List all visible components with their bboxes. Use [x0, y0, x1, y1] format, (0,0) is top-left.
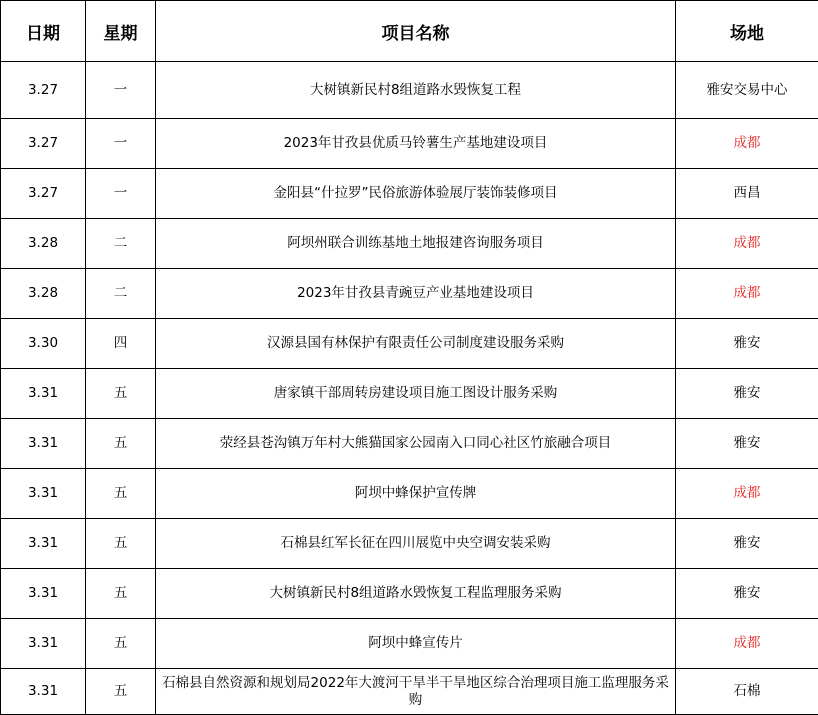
header-weekday: 星期 — [86, 1, 156, 62]
cell-venue: 西昌 — [676, 169, 818, 219]
table-row — [1, 319, 818, 369]
table-row — [1, 619, 818, 669]
cell-date: 3.28 — [1, 219, 86, 269]
cell-date: 3.31 — [1, 419, 86, 469]
table-row — [1, 119, 818, 169]
cell-weekday: 五 — [86, 519, 156, 569]
header-project-name: 项目名称 — [156, 1, 676, 62]
cell-project: 汉源县国有林保护有限责任公司制度建设服务采购 — [156, 319, 676, 369]
cell-weekday: 二 — [86, 219, 156, 269]
cell-date: 3.31 — [1, 519, 86, 569]
table-row — [1, 169, 818, 219]
header-date: 日期 — [1, 1, 86, 62]
cell-weekday: 五 — [86, 669, 156, 715]
cell-project: 2023年甘孜县优质马铃薯生产基地建设项目 — [156, 119, 676, 169]
cell-date: 3.30 — [1, 319, 86, 369]
table-row — [1, 669, 818, 715]
cell-date: 3.27 — [1, 119, 86, 169]
cell-venue: 成都 — [676, 469, 818, 519]
cell-project: 阿坝中蜂宣传片 — [156, 619, 676, 669]
cell-weekday: 五 — [86, 419, 156, 469]
table-row — [1, 469, 818, 519]
table-row — [1, 269, 818, 319]
cell-weekday: 五 — [86, 619, 156, 669]
cell-venue: 雅安 — [676, 319, 818, 369]
cell-project: 大树镇新民村8组道路水毁恢复工程监理服务采购 — [156, 569, 676, 619]
cell-date: 3.31 — [1, 669, 86, 715]
table-body — [1, 62, 818, 715]
header-venue: 场地 — [676, 1, 818, 62]
cell-weekday: 一 — [86, 119, 156, 169]
cell-project: 石棉县自然资源和规划局2022年大渡河干旱半干旱地区综合治理项目施工监理服务采购 — [156, 669, 676, 715]
cell-date: 3.31 — [1, 469, 86, 519]
table-row — [1, 62, 818, 119]
cell-weekday: 一 — [86, 169, 156, 219]
cell-date: 3.31 — [1, 569, 86, 619]
cell-weekday: 五 — [86, 369, 156, 419]
cell-weekday: 四 — [86, 319, 156, 369]
cell-weekday: 二 — [86, 269, 156, 319]
cell-venue: 雅安 — [676, 519, 818, 569]
cell-venue: 成都 — [676, 269, 818, 319]
table-row — [1, 219, 818, 269]
cell-venue: 雅安 — [676, 369, 818, 419]
cell-date: 3.27 — [1, 62, 86, 119]
table-row — [1, 519, 818, 569]
cell-date: 3.31 — [1, 369, 86, 419]
cell-date: 3.27 — [1, 169, 86, 219]
cell-venue: 雅安 — [676, 419, 818, 469]
cell-project: 阿坝中蜂保护宣传牌 — [156, 469, 676, 519]
cell-date: 3.31 — [1, 619, 86, 669]
table-header — [1, 1, 818, 62]
cell-project: 金阳县“什拉罗”民俗旅游体验展厅装饰装修项目 — [156, 169, 676, 219]
cell-venue: 成都 — [676, 219, 818, 269]
cell-date: 3.28 — [1, 269, 86, 319]
table-row — [1, 369, 818, 419]
table-row — [1, 569, 818, 619]
cell-venue: 雅安 — [676, 569, 818, 619]
cell-weekday: 一 — [86, 62, 156, 119]
cell-project: 阿坝州联合训练基地土地报建咨询服务项目 — [156, 219, 676, 269]
table-row — [1, 419, 818, 469]
cell-venue: 雅安交易中心 — [676, 62, 818, 119]
cell-project: 大树镇新民村8组道路水毁恢复工程 — [156, 62, 676, 119]
cell-project: 2023年甘孜县青豌豆产业基地建设项目 — [156, 269, 676, 319]
cell-project: 石棉县红军长征在四川展览中央空调安装采购 — [156, 519, 676, 569]
cell-weekday: 五 — [86, 469, 156, 519]
cell-project: 唐家镇干部周转房建设项目施工图设计服务采购 — [156, 369, 676, 419]
cell-venue: 成都 — [676, 119, 818, 169]
cell-project: 荥经县苍沟镇万年村大熊猫国家公园南入口同心社区竹旅融合项目 — [156, 419, 676, 469]
cell-venue: 成都 — [676, 619, 818, 669]
cell-weekday: 五 — [86, 569, 156, 619]
cell-venue: 石棉 — [676, 669, 818, 715]
